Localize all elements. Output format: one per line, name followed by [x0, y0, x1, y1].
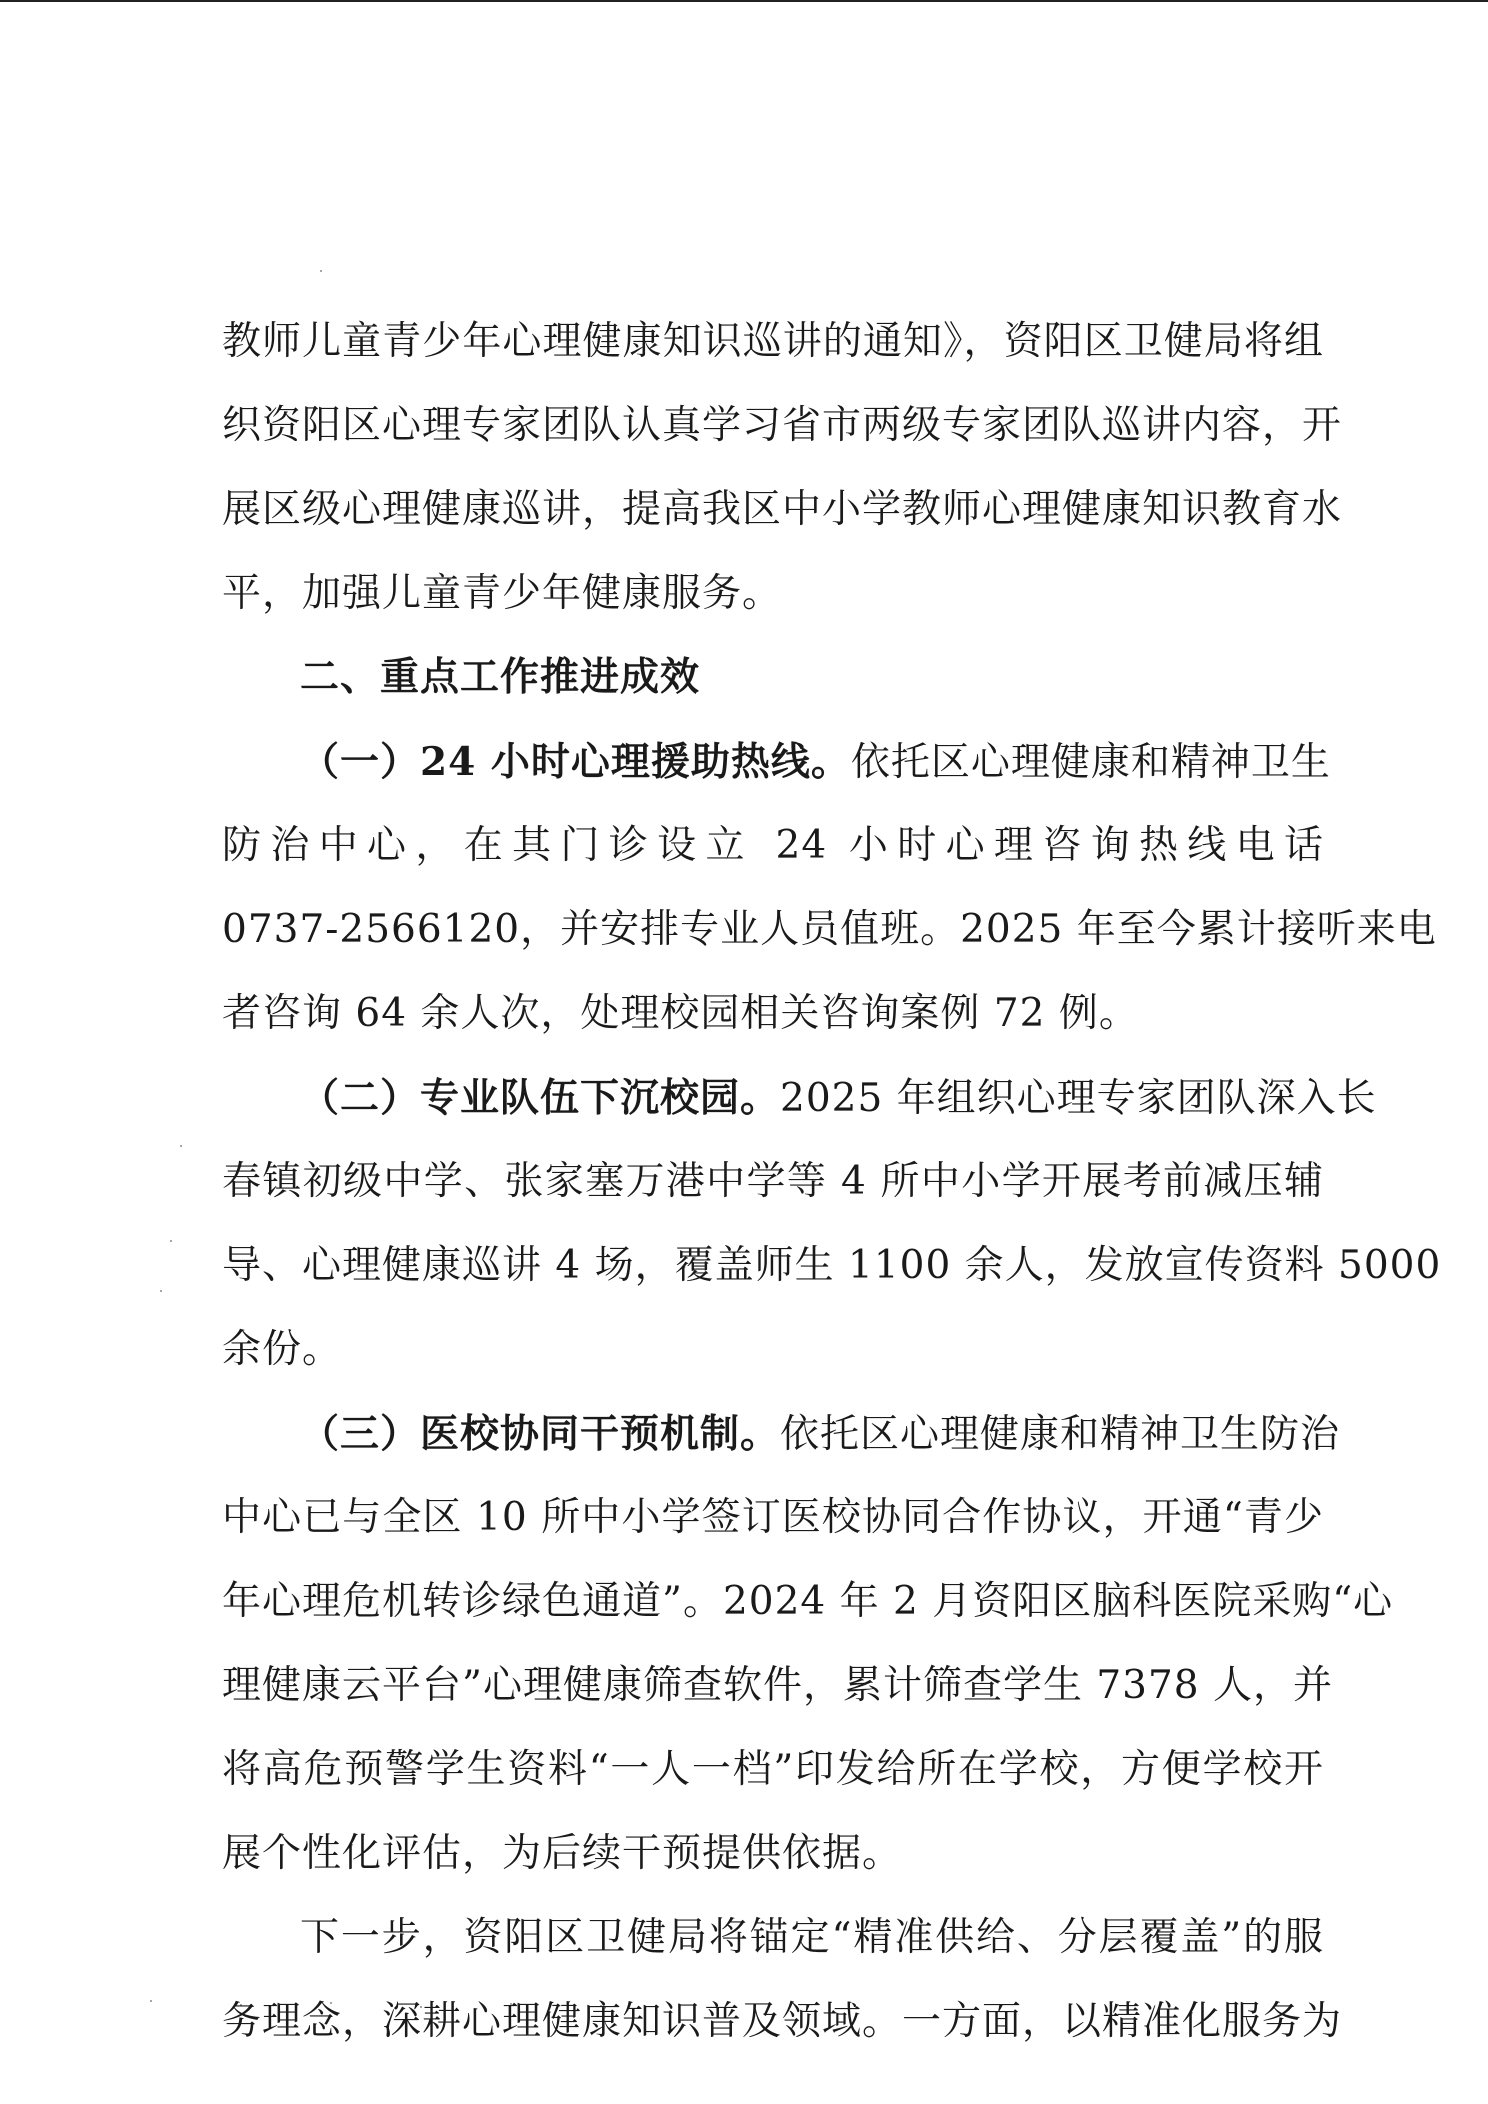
scan-speck	[180, 1145, 182, 1147]
subsection-title: （一）24 小时心理援助热线。	[300, 739, 851, 785]
paragraph-line: 防治中心，在其门诊设立 24 小时心理咨询热线电话	[222, 823, 1324, 868]
paragraph-line: 年心理危机转诊绿色通道”。2024 年 2 月资阳区脑科医院采购“心	[222, 1579, 1394, 1624]
paragraph-line: 理健康云平台”心理健康筛查软件，累计筛查学生 7378 人，并	[222, 1663, 1333, 1708]
paragraph-line: 余份。	[222, 1327, 343, 1372]
section-heading: 二、重点工作推进成效	[300, 655, 701, 700]
scan-speck	[160, 1290, 162, 1292]
paragraph-line: 织资阳区心理专家团队认真学习省市两级专家团队巡讲内容，开	[222, 403, 1343, 448]
paragraph-line: 导、心理健康巡讲 4 场，覆盖师生 1100 余人，发放宣传资料 5000	[222, 1243, 1442, 1288]
subsection-line	[222, 1056, 1377, 1140]
scan-speck	[150, 2000, 152, 2002]
subsection-text: 依托区心理健康和精神卫生防治	[780, 1412, 1341, 1457]
subsection-text: 2025 年组织心理专家团队深入长	[780, 1076, 1377, 1121]
subsection-title: （三）医校协同干预机制。	[300, 1411, 781, 1457]
scan-top-edge	[0, 0, 1488, 2]
subsection-line	[222, 1392, 1341, 1476]
paragraph-line: 将高危预警学生资料“一人一档”印发给所在学校，方便学校开	[222, 1747, 1324, 1792]
subsection-text: 依托区心理健康和精神卫生	[850, 740, 1331, 785]
paragraph-line: 0737-2566120，并安排专业人员值班。2025 年至今累计接听来电	[222, 907, 1437, 952]
paragraph-line: 者咨询 64 余人次，处理校园相关咨询案例 72 例。	[222, 991, 1139, 1036]
paragraph-line: 春镇初级中学、张家塞万港中学等 4 所中小学开展考前减压辅	[222, 1159, 1324, 1204]
scan-speck	[170, 1240, 172, 1242]
paragraph-line: 务理念，深耕心理健康知识普及领域。一方面，以精准化服务为	[222, 1999, 1343, 2044]
paragraph-line: 平，加强儿童青少年健康服务。	[222, 571, 783, 616]
scan-speck	[320, 270, 322, 272]
paragraph-line: 展个性化评估，为后续干预提供依据。	[222, 1831, 903, 1876]
paragraph-line: 下一步，资阳区卫健局将锚定“精准供给、分层覆盖”的服	[300, 1915, 1324, 1960]
paragraph-line: 中心已与全区 10 所中小学签订医校协同合作协议，开通“青少	[222, 1495, 1324, 1540]
subsection-line	[222, 720, 1331, 804]
paragraph-line: 展区级心理健康巡讲，提高我区中小学教师心理健康知识教育水	[222, 487, 1343, 532]
subsection-title: （二）专业队伍下沉校园。	[300, 1075, 781, 1121]
paragraph-line: 教师儿童青少年心理健康知识巡讲的通知》，资阳区卫健局将组	[222, 319, 1324, 364]
document-body	[222, 300, 1442, 2064]
